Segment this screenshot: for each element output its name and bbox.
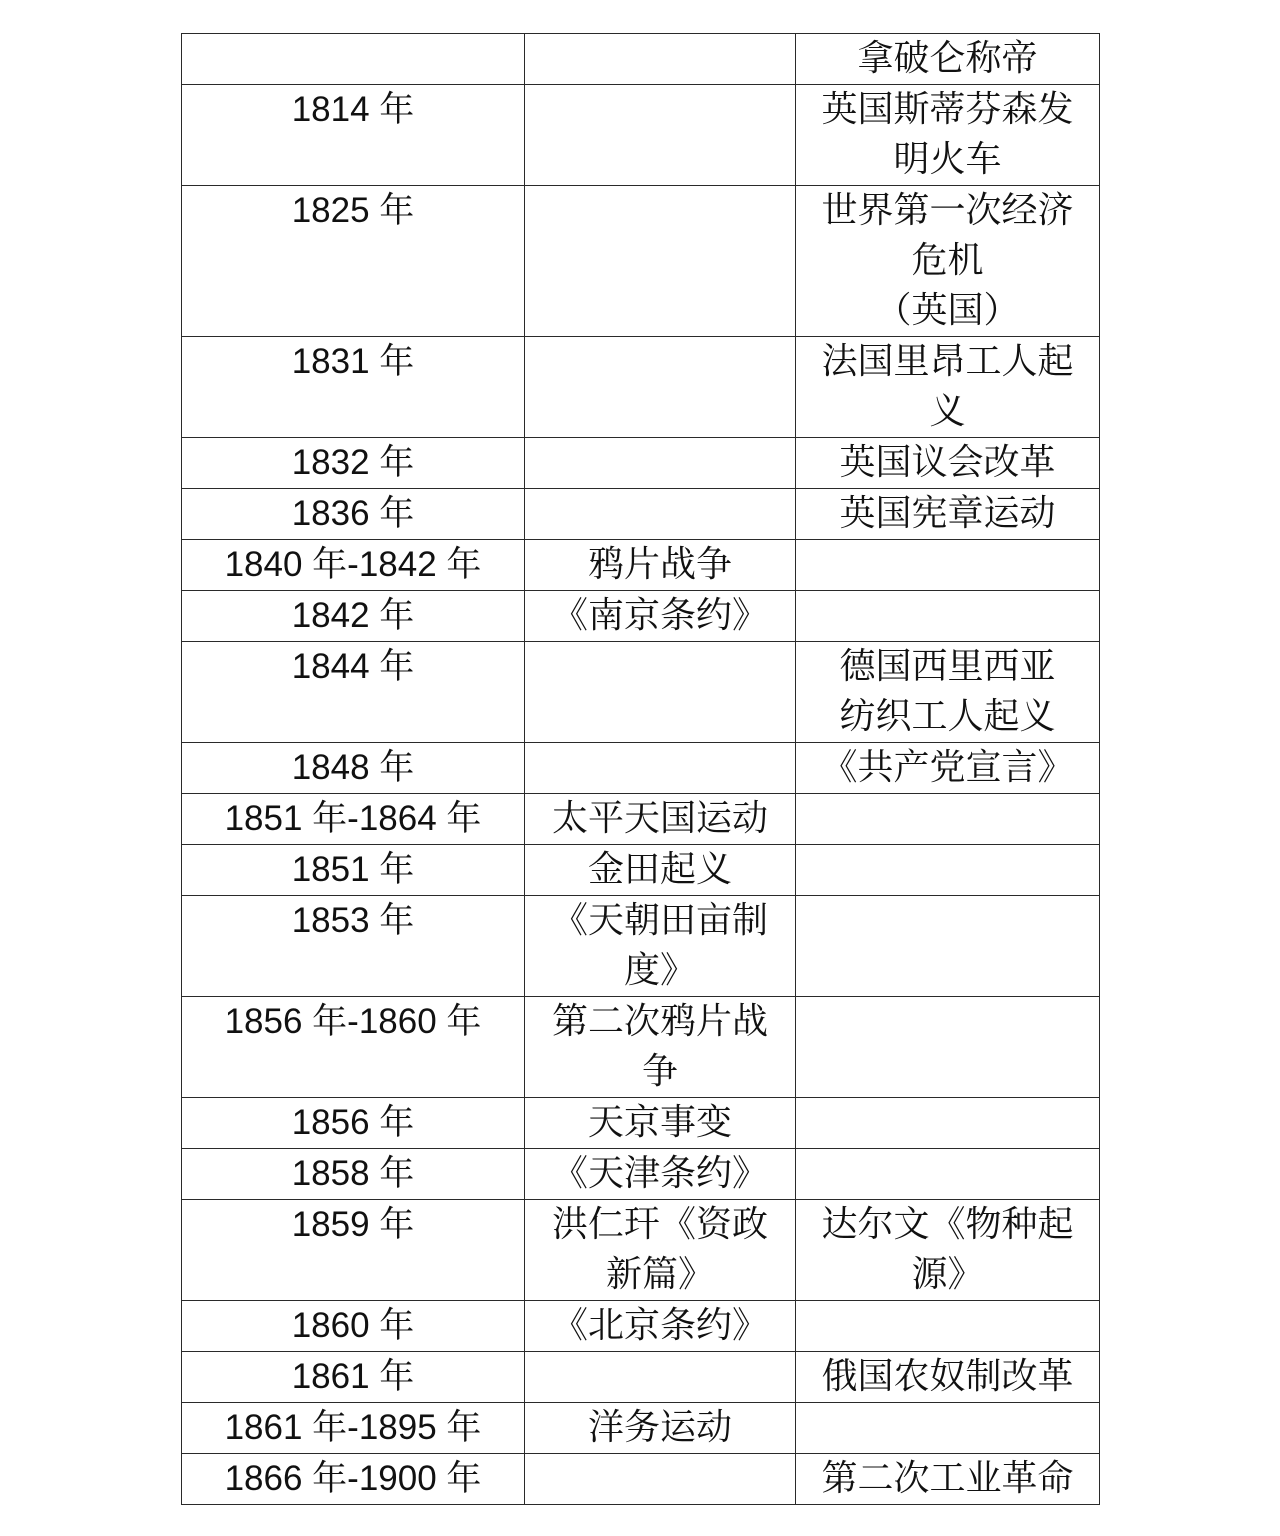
world-event-cell: 俄国农奴制改革 bbox=[796, 1352, 1100, 1403]
year-cell: 1856 年 bbox=[182, 1098, 525, 1149]
year-cell: 1866 年-1900 年 bbox=[182, 1454, 525, 1505]
year-cell: 1851 年-1864 年 bbox=[182, 794, 525, 845]
year-cell: 1856 年-1860 年 bbox=[182, 997, 525, 1098]
table-row bbox=[182, 642, 1100, 743]
world-event-cell bbox=[796, 1098, 1100, 1149]
year-cell: 1848 年 bbox=[182, 743, 525, 794]
world-event-cell: 英国议会改革 bbox=[796, 438, 1100, 489]
year-cell: 1814 年 bbox=[182, 85, 525, 186]
year-cell: 1861 年-1895 年 bbox=[182, 1403, 525, 1454]
year-cell: 1825 年 bbox=[182, 186, 525, 337]
china-event-cell: 《北京条约》 bbox=[525, 1301, 796, 1352]
table-row bbox=[182, 743, 1100, 794]
world-event-cell: 英国宪章运动 bbox=[796, 489, 1100, 540]
year-cell: 1840 年-1842 年 bbox=[182, 540, 525, 591]
table-body bbox=[182, 34, 1100, 1505]
world-event-cell bbox=[796, 896, 1100, 997]
table-row bbox=[182, 85, 1100, 186]
world-event-cell: 德国西里西亚 纺织工人起义 bbox=[796, 642, 1100, 743]
china-event-cell: 第二次鸦片战 争 bbox=[525, 997, 796, 1098]
table-row bbox=[182, 997, 1100, 1098]
year-cell: 1858 年 bbox=[182, 1149, 525, 1200]
china-event-cell: 金田起义 bbox=[525, 845, 796, 896]
world-event-cell: 《共产党宣言》 bbox=[796, 743, 1100, 794]
china-event-cell: 《天朝田亩制 度》 bbox=[525, 896, 796, 997]
year-cell: 1853 年 bbox=[182, 896, 525, 997]
world-event-cell bbox=[796, 591, 1100, 642]
world-event-cell bbox=[796, 540, 1100, 591]
world-event-cell: 法国里昂工人起 义 bbox=[796, 337, 1100, 438]
world-event-cell: 拿破仑称帝 bbox=[796, 34, 1100, 85]
table-row bbox=[182, 1352, 1100, 1403]
china-event-cell: 鸦片战争 bbox=[525, 540, 796, 591]
year-cell bbox=[182, 34, 525, 85]
china-event-cell bbox=[525, 186, 796, 337]
china-event-cell: 洪仁玕《资政 新篇》 bbox=[525, 1200, 796, 1301]
china-event-cell bbox=[525, 743, 796, 794]
year-cell: 1851 年 bbox=[182, 845, 525, 896]
china-event-cell bbox=[525, 489, 796, 540]
table-row bbox=[182, 34, 1100, 85]
china-event-cell bbox=[525, 34, 796, 85]
world-event-cell bbox=[796, 1149, 1100, 1200]
year-cell: 1842 年 bbox=[182, 591, 525, 642]
world-event-cell: 英国斯蒂芬森发 明火车 bbox=[796, 85, 1100, 186]
year-cell: 1836 年 bbox=[182, 489, 525, 540]
year-cell: 1861 年 bbox=[182, 1352, 525, 1403]
year-cell: 1860 年 bbox=[182, 1301, 525, 1352]
table-row bbox=[182, 1403, 1100, 1454]
china-event-cell bbox=[525, 438, 796, 489]
world-event-cell bbox=[796, 794, 1100, 845]
table-row bbox=[182, 845, 1100, 896]
table-row bbox=[182, 794, 1100, 845]
world-event-cell: 达尔文《物种起 源》 bbox=[796, 1200, 1100, 1301]
world-event-cell: 第二次工业革命 bbox=[796, 1454, 1100, 1505]
table-row bbox=[182, 1454, 1100, 1505]
year-cell: 1844 年 bbox=[182, 642, 525, 743]
china-event-cell: 太平天国运动 bbox=[525, 794, 796, 845]
table-row bbox=[182, 337, 1100, 438]
table-row bbox=[182, 1098, 1100, 1149]
table-row bbox=[182, 591, 1100, 642]
china-event-cell bbox=[525, 1454, 796, 1505]
table-row bbox=[182, 1149, 1100, 1200]
table-row bbox=[182, 1200, 1100, 1301]
china-event-cell: 洋务运动 bbox=[525, 1403, 796, 1454]
timeline-table bbox=[181, 33, 1100, 1505]
china-event-cell bbox=[525, 1352, 796, 1403]
china-event-cell bbox=[525, 337, 796, 438]
table-row bbox=[182, 186, 1100, 337]
world-event-cell bbox=[796, 1403, 1100, 1454]
world-event-cell bbox=[796, 1301, 1100, 1352]
table-row bbox=[182, 489, 1100, 540]
china-event-cell: 《南京条约》 bbox=[525, 591, 796, 642]
world-event-cell bbox=[796, 845, 1100, 896]
year-cell: 1832 年 bbox=[182, 438, 525, 489]
china-event-cell bbox=[525, 85, 796, 186]
china-event-cell: 《天津条约》 bbox=[525, 1149, 796, 1200]
china-event-cell: 天京事变 bbox=[525, 1098, 796, 1149]
year-cell: 1831 年 bbox=[182, 337, 525, 438]
table-row bbox=[182, 1301, 1100, 1352]
china-event-cell bbox=[525, 642, 796, 743]
year-cell: 1859 年 bbox=[182, 1200, 525, 1301]
table-row bbox=[182, 438, 1100, 489]
world-event-cell: 世界第一次经济 危机 （英国） bbox=[796, 186, 1100, 337]
world-event-cell bbox=[796, 997, 1100, 1098]
table-row bbox=[182, 540, 1100, 591]
table-row bbox=[182, 896, 1100, 997]
